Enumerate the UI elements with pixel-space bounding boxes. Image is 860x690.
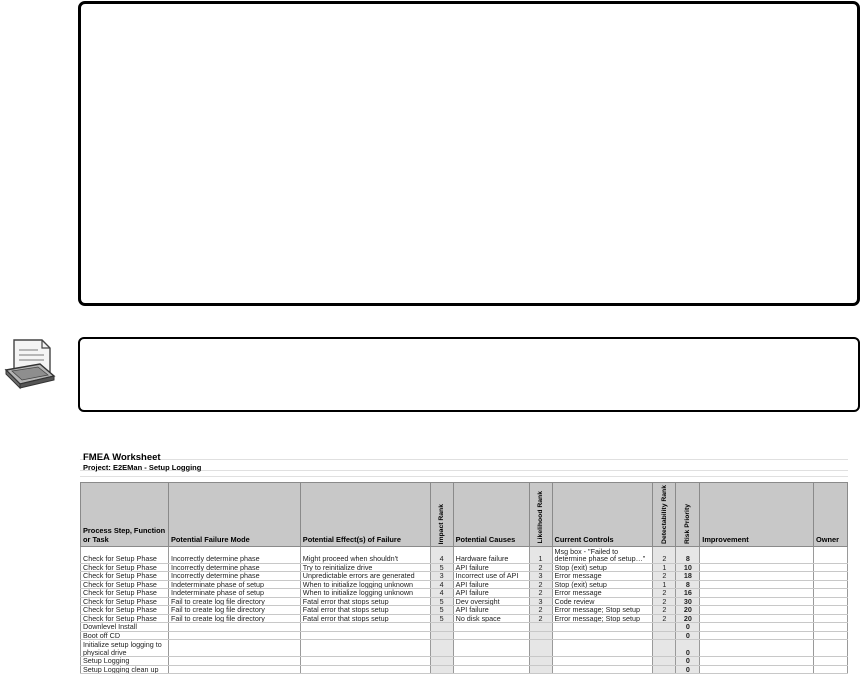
cell-effect: When to initialize logging unknown bbox=[300, 580, 430, 589]
cell-detectability: 2 bbox=[653, 589, 676, 598]
cell-improvement bbox=[700, 657, 814, 666]
table-row bbox=[81, 614, 848, 623]
cell-improvement bbox=[700, 546, 814, 563]
cell-control: Error message; Stop setup bbox=[552, 614, 653, 623]
cell-effect: Fatal error that stops setup bbox=[300, 614, 430, 623]
col-impact: Impact Rank bbox=[430, 483, 453, 547]
cell-likelihood: 3 bbox=[529, 572, 552, 581]
cell-likelihood bbox=[529, 665, 552, 674]
cell-improvement bbox=[700, 665, 814, 674]
cell-process: Downlevel Install bbox=[81, 623, 169, 632]
cell-process: Check for Setup Phase bbox=[81, 614, 169, 623]
table-row bbox=[81, 546, 848, 563]
cell-cause: API failure bbox=[453, 606, 529, 615]
cell-detectability: 2 bbox=[653, 572, 676, 581]
table-row bbox=[81, 606, 848, 615]
table-row bbox=[81, 597, 848, 606]
cell-detectability bbox=[653, 631, 676, 640]
cell-improvement bbox=[700, 631, 814, 640]
col-process: Process Step, Function or Task bbox=[81, 483, 169, 547]
cell-improvement bbox=[700, 572, 814, 581]
cell-control bbox=[552, 657, 653, 666]
cell-control: Error message bbox=[552, 572, 653, 581]
cell-risk-priority: 0 bbox=[676, 640, 700, 657]
table-row bbox=[81, 640, 848, 657]
cell-owner bbox=[813, 640, 847, 657]
cell-control: Code review bbox=[552, 597, 653, 606]
cell-improvement bbox=[700, 563, 814, 572]
cell-impact: 4 bbox=[430, 580, 453, 589]
worksheet-project: Project: E2EMan - Setup Logging bbox=[83, 463, 202, 472]
col-causes: Potential Causes bbox=[453, 483, 529, 547]
table-row bbox=[81, 589, 848, 598]
cell-process: Check for Setup Phase bbox=[81, 563, 169, 572]
cell-owner bbox=[813, 623, 847, 632]
cell-risk-priority: 0 bbox=[676, 623, 700, 632]
cell-owner bbox=[813, 597, 847, 606]
cell-effect: Fatal error that stops setup bbox=[300, 606, 430, 615]
cell-failure-mode: Fail to create log file directory bbox=[168, 606, 300, 615]
cell-likelihood: 2 bbox=[529, 580, 552, 589]
cell-cause: API failure bbox=[453, 563, 529, 572]
cell-owner bbox=[813, 657, 847, 666]
cell-cause: Incorrect use of API bbox=[453, 572, 529, 581]
cell-detectability: 2 bbox=[653, 546, 676, 563]
table-row bbox=[81, 572, 848, 581]
cell-owner bbox=[813, 589, 847, 598]
cell-process: Boot off CD bbox=[81, 631, 169, 640]
cell-risk-priority: 8 bbox=[676, 546, 700, 563]
cell-process: Check for Setup Phase bbox=[81, 606, 169, 615]
note-icon bbox=[2, 334, 62, 394]
table-row bbox=[81, 563, 848, 572]
table-row bbox=[81, 657, 848, 666]
cell-effect bbox=[300, 657, 430, 666]
cell-effect: Try to reinitialize drive bbox=[300, 563, 430, 572]
col-likelihood: Likelihood Rank bbox=[529, 483, 552, 547]
cell-improvement bbox=[700, 623, 814, 632]
cell-detectability: 2 bbox=[653, 606, 676, 615]
cell-improvement bbox=[700, 589, 814, 598]
cell-control bbox=[552, 623, 653, 632]
cell-process: Check for Setup Phase bbox=[81, 546, 169, 563]
cell-owner bbox=[813, 631, 847, 640]
cell-effect: Fatal error that stops setup bbox=[300, 597, 430, 606]
cell-risk-priority: 0 bbox=[676, 665, 700, 674]
cell-effect bbox=[300, 665, 430, 674]
col-effects: Potential Effect(s) of Failure bbox=[300, 483, 430, 547]
cell-effect bbox=[300, 631, 430, 640]
col-detectability: Detectability Rank bbox=[653, 483, 676, 547]
cell-likelihood bbox=[529, 657, 552, 666]
content-box bbox=[78, 1, 860, 306]
cell-control: Stop (exit) setup bbox=[552, 563, 653, 572]
cell-improvement bbox=[700, 606, 814, 615]
cell-risk-priority: 10 bbox=[676, 563, 700, 572]
cell-cause bbox=[453, 631, 529, 640]
cell-improvement bbox=[700, 640, 814, 657]
cell-risk-priority: 20 bbox=[676, 606, 700, 615]
cell-cause: Hardware failure bbox=[453, 546, 529, 563]
cell-likelihood: 2 bbox=[529, 614, 552, 623]
cell-cause bbox=[453, 657, 529, 666]
cell-detectability bbox=[653, 657, 676, 666]
cell-likelihood: 1 bbox=[529, 546, 552, 563]
cell-effect: Unpredictable errors are generated bbox=[300, 572, 430, 581]
cell-control: Error message; Stop setup bbox=[552, 606, 653, 615]
cell-failure-mode: Fail to create log file directory bbox=[168, 614, 300, 623]
table-header-row bbox=[81, 483, 848, 547]
cell-likelihood bbox=[529, 640, 552, 657]
cell-impact: 5 bbox=[430, 597, 453, 606]
cell-process: Check for Setup Phase bbox=[81, 597, 169, 606]
cell-process: Check for Setup Phase bbox=[81, 572, 169, 581]
cell-process: Initialize setup logging to physical drive bbox=[81, 640, 169, 657]
cell-control: Error message bbox=[552, 589, 653, 598]
cell-failure-mode: Incorrectly determine phase bbox=[168, 572, 300, 581]
cell-cause: No disk space bbox=[453, 614, 529, 623]
table-row bbox=[81, 580, 848, 589]
cell-failure-mode bbox=[168, 665, 300, 674]
cell-owner bbox=[813, 606, 847, 615]
cell-owner bbox=[813, 546, 847, 563]
cell-failure-mode: Indeterminate phase of setup bbox=[168, 589, 300, 598]
cell-impact bbox=[430, 665, 453, 674]
cell-likelihood bbox=[529, 631, 552, 640]
cell-likelihood: 2 bbox=[529, 589, 552, 598]
cell-failure-mode bbox=[168, 657, 300, 666]
cell-likelihood: 2 bbox=[529, 563, 552, 572]
cell-improvement bbox=[700, 597, 814, 606]
cell-detectability bbox=[653, 640, 676, 657]
cell-failure-mode bbox=[168, 640, 300, 657]
cell-detectability: 1 bbox=[653, 580, 676, 589]
cell-process: Check for Setup Phase bbox=[81, 580, 169, 589]
cell-effect: When to initialize logging unknown bbox=[300, 589, 430, 598]
cell-failure-mode bbox=[168, 623, 300, 632]
cell-risk-priority: 18 bbox=[676, 572, 700, 581]
cell-risk-priority: 0 bbox=[676, 657, 700, 666]
cell-impact bbox=[430, 623, 453, 632]
cell-improvement bbox=[700, 614, 814, 623]
cell-control: Msg box - "Failed to determine phase of setup…" bbox=[552, 546, 653, 563]
table-row bbox=[81, 665, 848, 674]
cell-cause bbox=[453, 623, 529, 632]
cell-detectability: 2 bbox=[653, 614, 676, 623]
cell-impact: 3 bbox=[430, 572, 453, 581]
cell-failure-mode: Incorrectly determine phase bbox=[168, 563, 300, 572]
cell-failure-mode: Incorrectly determine phase bbox=[168, 546, 300, 563]
col-risk: Risk Priority bbox=[676, 483, 700, 547]
col-owner: Owner bbox=[813, 483, 847, 547]
cell-process: Setup Logging clean up bbox=[81, 665, 169, 674]
cell-control: Stop (exit) setup bbox=[552, 580, 653, 589]
table-row bbox=[81, 623, 848, 632]
cell-likelihood bbox=[529, 623, 552, 632]
cell-cause bbox=[453, 665, 529, 674]
cell-owner bbox=[813, 572, 847, 581]
note-box bbox=[78, 337, 860, 412]
fmea-table bbox=[80, 482, 848, 674]
cell-likelihood: 2 bbox=[529, 606, 552, 615]
cell-effect bbox=[300, 623, 430, 632]
cell-risk-priority: 0 bbox=[676, 631, 700, 640]
cell-impact bbox=[430, 631, 453, 640]
cell-risk-priority: 30 bbox=[676, 597, 700, 606]
cell-risk-priority: 16 bbox=[676, 589, 700, 598]
cell-control bbox=[552, 640, 653, 657]
cell-cause: Dev oversight bbox=[453, 597, 529, 606]
cell-impact bbox=[430, 657, 453, 666]
cell-failure-mode bbox=[168, 631, 300, 640]
cell-detectability: 2 bbox=[653, 597, 676, 606]
cell-cause: API failure bbox=[453, 589, 529, 598]
col-failure-mode: Potential Failure Mode bbox=[168, 483, 300, 547]
cell-impact: 4 bbox=[430, 546, 453, 563]
cell-process: Check for Setup Phase bbox=[81, 589, 169, 598]
cell-cause: API failure bbox=[453, 580, 529, 589]
cell-impact bbox=[430, 640, 453, 657]
cell-detectability: 1 bbox=[653, 563, 676, 572]
col-controls: Current Controls bbox=[552, 483, 653, 547]
cell-control bbox=[552, 631, 653, 640]
cell-impact: 5 bbox=[430, 614, 453, 623]
cell-detectability bbox=[653, 623, 676, 632]
cell-likelihood: 3 bbox=[529, 597, 552, 606]
cell-owner bbox=[813, 614, 847, 623]
cell-impact: 5 bbox=[430, 563, 453, 572]
cell-risk-priority: 8 bbox=[676, 580, 700, 589]
cell-process: Setup Logging bbox=[81, 657, 169, 666]
table-row bbox=[81, 631, 848, 640]
cell-owner bbox=[813, 563, 847, 572]
col-improvement: Improvement bbox=[700, 483, 814, 547]
cell-owner bbox=[813, 665, 847, 674]
cell-failure-mode: Indeterminate phase of setup bbox=[168, 580, 300, 589]
cell-impact: 5 bbox=[430, 606, 453, 615]
cell-detectability bbox=[653, 665, 676, 674]
cell-control bbox=[552, 665, 653, 674]
cell-effect bbox=[300, 640, 430, 657]
cell-failure-mode: Fail to create log file directory bbox=[168, 597, 300, 606]
cell-improvement bbox=[700, 580, 814, 589]
cell-owner bbox=[813, 580, 847, 589]
cell-risk-priority: 20 bbox=[676, 614, 700, 623]
worksheet-title: FMEA Worksheet bbox=[83, 452, 161, 463]
fmea-worksheet bbox=[80, 449, 848, 690]
cell-impact: 4 bbox=[430, 589, 453, 598]
cell-cause bbox=[453, 640, 529, 657]
cell-effect: Might proceed when shouldn't bbox=[300, 546, 430, 563]
